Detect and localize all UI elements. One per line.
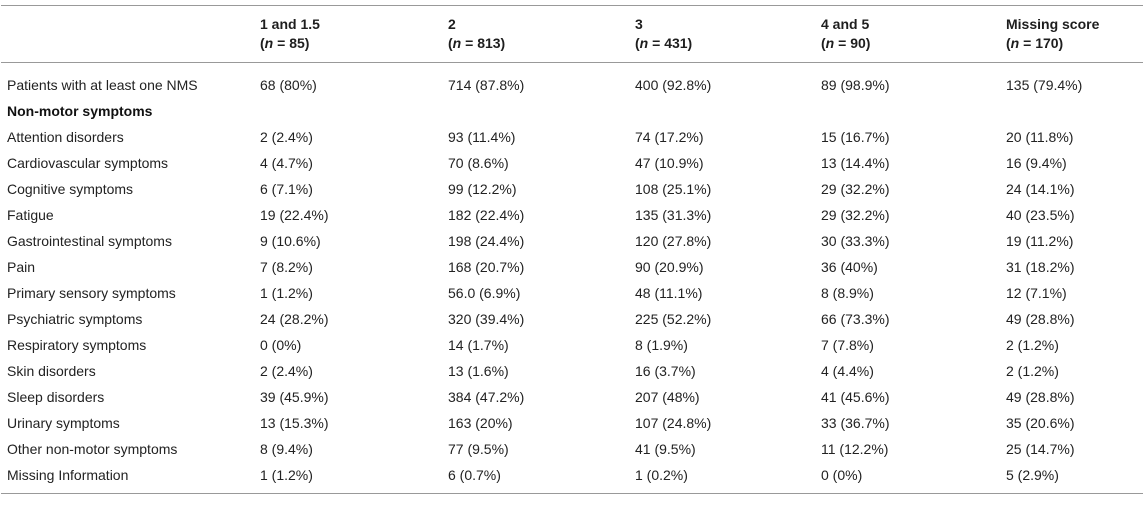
table-cell: [815, 98, 1000, 124]
table-cell: 2 (2.4%): [260, 363, 313, 379]
table-cell: 15 (16.7%): [821, 129, 890, 145]
column-header-5: [1000, 6, 1143, 63]
column-header-label: 3: [635, 16, 643, 32]
table-cell: 320 (39.4%): [448, 311, 525, 327]
table-cell: 400 (92.8%): [635, 77, 712, 93]
table-cell: 9 (10.6%): [260, 233, 321, 249]
row-label: Attention disorders: [7, 129, 124, 145]
table-cell: 11 (12.2%): [821, 441, 889, 457]
column-header-count: [821, 34, 994, 53]
table-cell: 1 (1.2%): [254, 462, 442, 494]
column-header-count: [1006, 34, 1137, 53]
table-header: [1, 6, 1143, 63]
section-row: [1, 98, 1143, 124]
table-cell: 99 (12.2%): [448, 181, 517, 197]
table-cell: 0 (0%): [260, 337, 302, 353]
table-cell: 16 (9.4%): [1006, 155, 1067, 171]
table-row: [1, 124, 1143, 150]
nms-table: [1, 5, 1143, 494]
table-cell: 36 (40%): [821, 259, 878, 275]
table-cell: 19 (22.4%): [260, 207, 329, 223]
column-header-3: [629, 6, 815, 63]
table-cell: 207 (48%): [635, 389, 700, 405]
table-cell: 24 (14.1%): [1006, 181, 1075, 197]
table-cell: 182 (22.4%): [448, 207, 525, 223]
table-cell: [254, 98, 442, 124]
table-cell: 7 (8.2%): [260, 259, 313, 275]
row-label: Pain: [7, 259, 36, 275]
count-variable: n: [825, 35, 835, 51]
table-cell: 108 (25.1%): [635, 181, 712, 197]
count-prefix: (: [635, 35, 640, 51]
table-cell: 31 (18.2%): [1006, 259, 1075, 275]
table-cell: 29 (32.2%): [821, 181, 890, 197]
table-cell: 68 (80%): [260, 77, 317, 93]
table-row: [1, 358, 1143, 384]
row-label: Sleep disorders: [7, 389, 105, 405]
table-cell: 5 (2.9%): [1000, 462, 1143, 494]
table-row: [1, 306, 1143, 332]
table-cell: 6 (0.7%): [442, 462, 629, 494]
table-cell: 35 (20.6%): [1006, 415, 1075, 431]
row-label: Urinary symptoms: [7, 415, 120, 431]
table-cell: 70 (8.6%): [448, 155, 509, 171]
table-cell: 40 (23.5%): [1006, 207, 1075, 223]
row-label: Fatigue: [7, 207, 54, 223]
table-cell: 19 (11.2%): [1006, 233, 1074, 249]
table-cell: 225 (52.2%): [635, 311, 712, 327]
table-cell: 198 (24.4%): [448, 233, 525, 249]
column-header-count: [260, 34, 436, 53]
row-label: Respiratory symptoms: [7, 337, 147, 353]
table-cell: 66 (73.3%): [821, 311, 890, 327]
column-header-4: [815, 6, 1000, 63]
table-cell: 49 (28.8%): [1006, 389, 1075, 405]
table-row: [1, 462, 1143, 494]
table-row: [1, 63, 1143, 99]
count-variable: n: [1010, 35, 1020, 51]
table-cell: 2 (1.2%): [1006, 363, 1059, 379]
table-cell: 120 (27.8%): [635, 233, 712, 249]
table-cell: 12 (7.1%): [1006, 285, 1067, 301]
table-cell: 13 (15.3%): [260, 415, 329, 431]
table-row: [1, 150, 1143, 176]
row-label: Non-motor symptoms: [7, 103, 153, 119]
column-header-count: [635, 34, 809, 53]
count-variable: n: [264, 35, 274, 51]
header-row: [1, 6, 1143, 63]
count-prefix: (: [260, 35, 265, 51]
table-cell: [629, 98, 815, 124]
column-header-label: 1 and 1.5: [260, 16, 320, 32]
row-label: Primary sensory symptoms: [7, 285, 176, 301]
row-label: Cognitive symptoms: [7, 181, 134, 197]
count-prefix: (: [821, 35, 826, 51]
table-cell: 163 (20%): [448, 415, 513, 431]
row-label: Missing Information: [1, 462, 254, 494]
table-row: [1, 254, 1143, 280]
table-row: [1, 228, 1143, 254]
table-cell: 89 (98.9%): [821, 77, 890, 93]
table-cell: 20 (11.8%): [1006, 129, 1074, 145]
column-header-label: 4 and 5: [821, 16, 870, 32]
column-header-1: [254, 6, 442, 63]
table-cell: 16 (3.7%): [635, 363, 696, 379]
table-cell: 48 (11.1%): [635, 285, 703, 301]
table-cell: 7 (7.8%): [821, 337, 874, 353]
table-cell: 14 (1.7%): [448, 337, 509, 353]
row-label: Other non-motor symptoms: [7, 441, 178, 457]
count-value: = 813): [461, 35, 506, 51]
table-cell: 714 (87.8%): [448, 77, 525, 93]
table-cell: 24 (28.2%): [260, 311, 329, 327]
table-cell: 384 (47.2%): [448, 389, 525, 405]
table-cell: 1 (0.2%): [629, 462, 815, 494]
table-cell: [442, 98, 629, 124]
table-row: [1, 202, 1143, 228]
table-cell: 13 (14.4%): [821, 155, 890, 171]
table-cell: [1000, 98, 1143, 124]
count-value: = 85): [273, 35, 310, 51]
table-row: [1, 332, 1143, 358]
table-cell: 33 (36.7%): [821, 415, 890, 431]
table-row: [1, 280, 1143, 306]
table-row: [1, 384, 1143, 410]
count-prefix: (: [1006, 35, 1011, 51]
table-cell: 2 (2.4%): [260, 129, 313, 145]
table-cell: 56.0 (6.9%): [448, 285, 521, 301]
count-value: = 170): [1019, 35, 1064, 51]
table-cell: 135 (31.3%): [635, 207, 712, 223]
row-label: Skin disorders: [7, 363, 96, 379]
table-row: [1, 176, 1143, 202]
table-cell: 90 (20.9%): [635, 259, 704, 275]
table-cell: 4 (4.7%): [260, 155, 313, 171]
table-cell: 1 (1.2%): [260, 285, 313, 301]
table-cell: 49 (28.8%): [1006, 311, 1075, 327]
row-label: Cardiovascular symptoms: [7, 155, 169, 171]
table-cell: 77 (9.5%): [448, 441, 509, 457]
table-cell: 29 (32.2%): [821, 207, 890, 223]
table-cell: 2 (1.2%): [1006, 337, 1059, 353]
table-row: [1, 436, 1143, 462]
table-cell: 47 (10.9%): [635, 155, 704, 171]
row-label: Gastrointestinal symptoms: [7, 233, 172, 249]
count-value: = 90): [834, 35, 871, 51]
table-cell: 135 (79.4%): [1006, 77, 1083, 93]
column-header-count: [448, 34, 623, 53]
table-cell: 6 (7.1%): [260, 181, 313, 197]
table-cell: 39 (45.9%): [260, 389, 329, 405]
table-row: [1, 410, 1143, 436]
row-label: Patients with at least one NMS: [7, 77, 198, 93]
table-cell: 8 (1.9%): [635, 337, 688, 353]
count-variable: n: [639, 35, 649, 51]
table-cell: 30 (33.3%): [821, 233, 890, 249]
column-header-label: 2: [448, 16, 456, 32]
column-header-2: [442, 6, 629, 63]
table-cell: 4 (4.4%): [821, 363, 874, 379]
row-label: Psychiatric symptoms: [7, 311, 143, 327]
table-cell: 41 (9.5%): [635, 441, 696, 457]
table-cell: 168 (20.7%): [448, 259, 525, 275]
table-cell: 107 (24.8%): [635, 415, 712, 431]
table-cell: 8 (8.9%): [821, 285, 874, 301]
table-cell: 8 (9.4%): [260, 441, 313, 457]
table-cell: 74 (17.2%): [635, 129, 704, 145]
table-cell: 13 (1.6%): [448, 363, 509, 379]
count-prefix: (: [448, 35, 453, 51]
table-body: [1, 63, 1143, 494]
table-cell: 41 (45.6%): [821, 389, 890, 405]
table-cell: 25 (14.7%): [1006, 441, 1075, 457]
column-header-0: [1, 6, 254, 63]
table-cell: 0 (0%): [815, 462, 1000, 494]
column-header-label: Missing score: [1006, 16, 1100, 32]
count-variable: n: [452, 35, 462, 51]
table-cell: 93 (11.4%): [448, 129, 516, 145]
count-value: = 431): [648, 35, 693, 51]
